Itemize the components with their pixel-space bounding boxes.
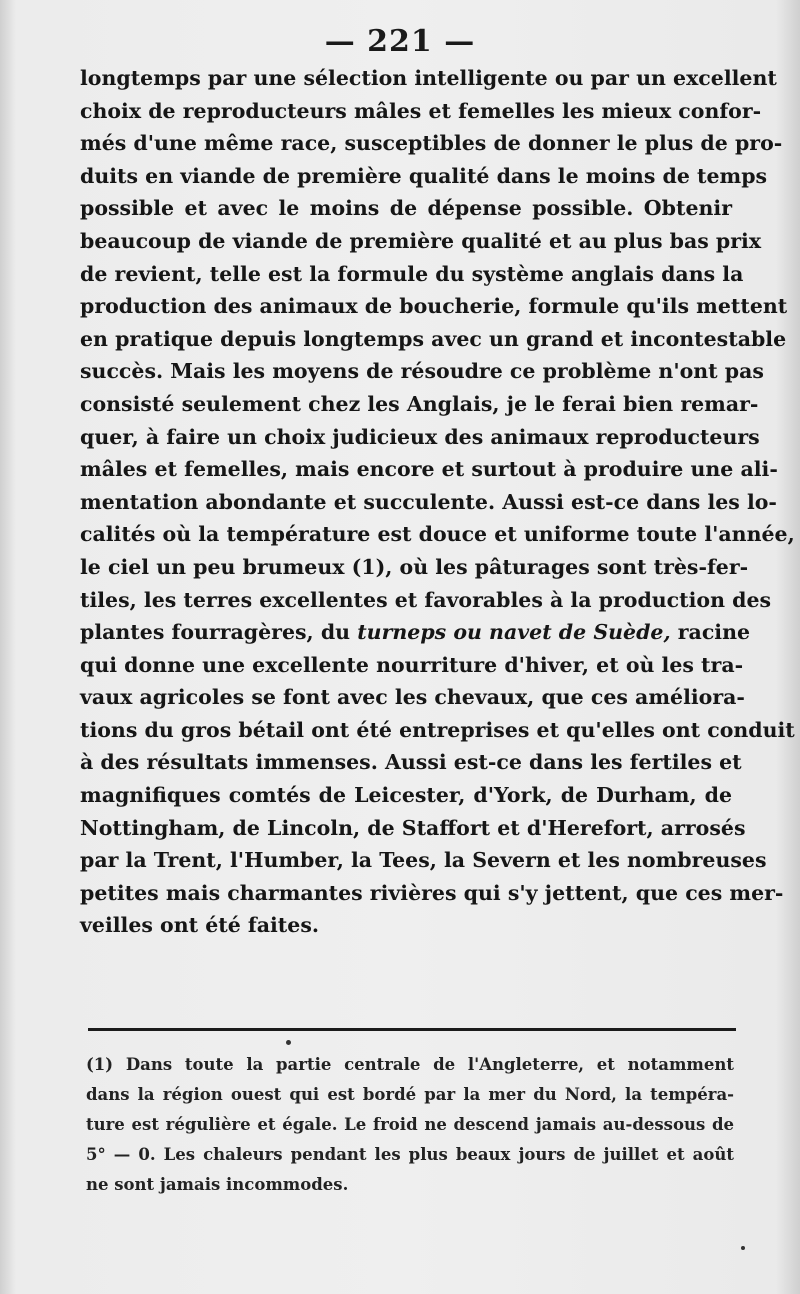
body-line: veilles ont été faites.	[80, 913, 319, 938]
body-line: en pratique depuis longtemps avec un grand et incontestable	[80, 326, 787, 351]
body-line: petites mais charmantes rivières qui s'y jettent, que ces mer-	[80, 880, 784, 905]
footnote-line: 5° — 0. Les chaleurs pendant les plus beaux jours de juillet et août	[86, 1145, 734, 1164]
footnote-divider	[88, 1028, 736, 1031]
ink-speck	[741, 1246, 745, 1250]
body-line: production des animaux de boucherie, formule qu'ils mettent	[80, 294, 788, 319]
body-line: possible et avec le moins de dépense possible. Obtenir	[80, 196, 732, 221]
body-line: tions du gros bétail ont été entreprises et qu'elles ont conduit	[80, 717, 795, 742]
footnote-line: (1) Dans toute la partie centrale de l'Angleterre, et notamment	[86, 1055, 734, 1074]
body-text	[80, 62, 795, 942]
body-line: beaucoup de viande de première qualité et au plus bas prix	[80, 228, 762, 253]
body-line-end: racine	[670, 620, 751, 645]
body-line: vaux agricoles se font avec les chevaux, que ces améliora-	[80, 685, 745, 710]
body-line: més d'une même race, susceptibles de donner le plus de pro-	[80, 131, 783, 156]
body-line: longtemps par une sélection intelligente ou par un excellent	[80, 66, 777, 90]
body-line: consisté seulement chez les Anglais, je le ferai bien remar-	[80, 391, 759, 416]
footnote-line: ne sont jamais incommodes.	[86, 1175, 349, 1194]
body-line: Nottingham, de Lincoln, de Staffort et d'Herefort, arrosés	[80, 815, 746, 840]
ink-speck	[286, 1040, 291, 1045]
body-line: tiles, les terres excellentes et favorables à la production des	[80, 587, 772, 612]
footnote-line: ture est régulière et égale. Le froid ne descend jamais au-dessous de	[86, 1115, 734, 1134]
body-line: à des résultats immenses. Aussi est-ce dans les fertiles et	[80, 750, 742, 775]
body-line: par la Trent, l'Humber, la Tees, la Severn et les nombreuses	[80, 848, 767, 873]
body-line: qui donne une excellente nourriture d'hiver, et où les tra-	[80, 652, 744, 677]
body-line: succès. Mais les moyens de résoudre ce problème n'ont pas	[80, 359, 764, 384]
body-line: calités où la température est douce et uniforme toute l'année,	[80, 522, 795, 547]
body-line: de revient, telle est la formule du système anglais dans la	[80, 261, 744, 286]
body-line: choix de reproducteurs mâles et femelles les mieux confor-	[80, 98, 762, 123]
page-number: — 221 —	[324, 24, 476, 59]
footnote-line: dans la région ouest qui est bordé par la mer du Nord, la tempéra-	[86, 1085, 734, 1104]
body-line: magnifiques comtés de Leicester, d'York, de Durham, de	[80, 783, 732, 808]
body-line: quer, à faire un choix judicieux des animaux reproducteurs	[80, 424, 760, 449]
body-line: duits en viande de première qualité dans le moins de temps	[80, 163, 768, 188]
body-line: le ciel un peu brumeux (1), où les pâturages sont très-fer-	[80, 554, 749, 579]
footnote	[86, 1050, 734, 1200]
body-line-with-italic	[80, 616, 751, 649]
body-line: mentation abondante et succulente. Aussi est-ce dans les lo-	[80, 489, 777, 514]
italic-phrase: turneps ou navet de Suède,	[357, 620, 671, 645]
body-line: mâles et femelles, mais encore et surtout à produire une ali-	[80, 457, 778, 482]
body-line-start: plantes fourragères, du	[80, 620, 358, 645]
